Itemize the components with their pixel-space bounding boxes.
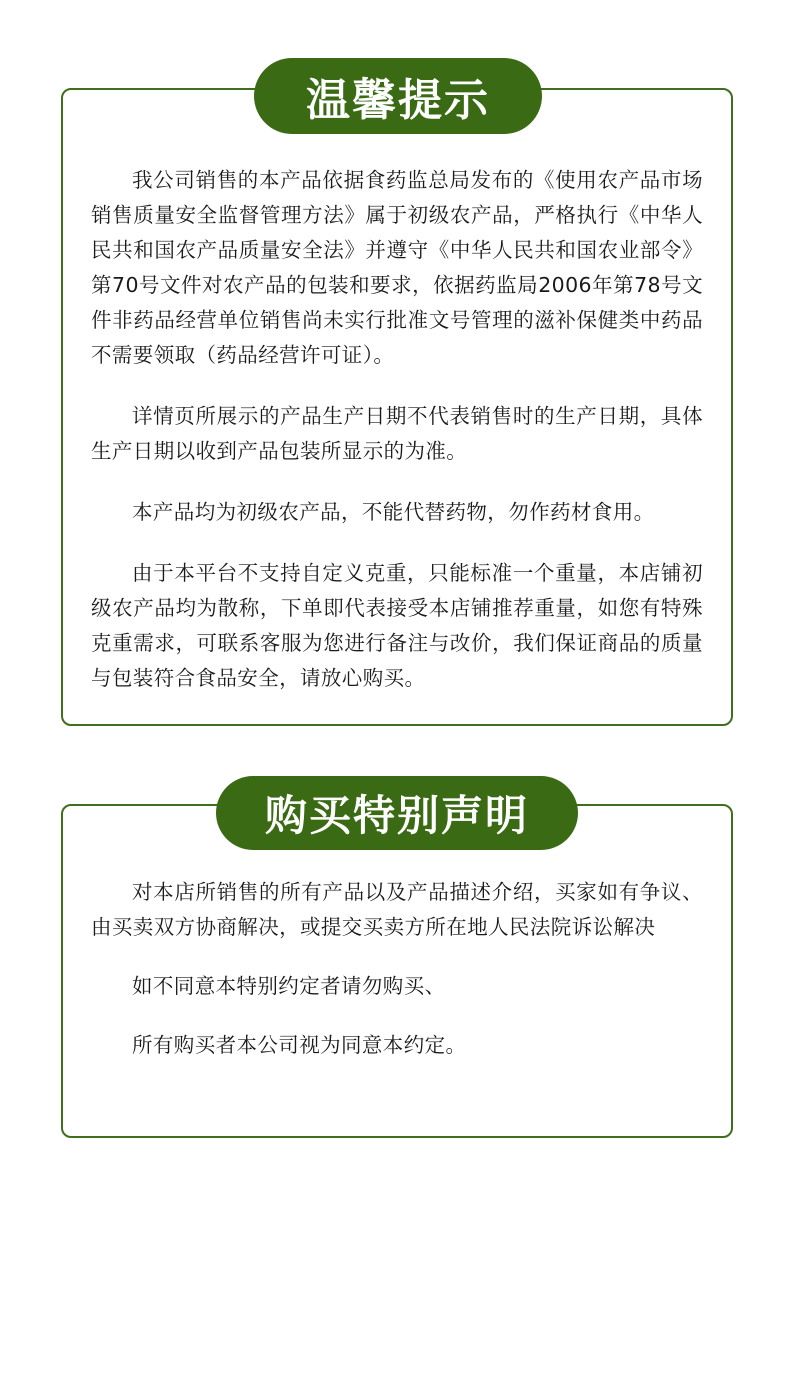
statement-section [61, 804, 733, 1138]
statement-content [91, 875, 703, 1063]
notice-paragraph-1: 我公司销售的本产品依据食药监总局发布的《使用农产品市场销售质量安全监督管理方法》属于初级农产品，严格执行《中华人民共和国农产品质量安全法》并遵守《中华人民共和国农业部令》第70号文件对农产品的包装和要求，依据药监局2006年第78号文件非药品经营单位销售尚未实行批准文号管理的滋补保健类中药品不需要领取（药品经营许可证）。 [91, 168, 703, 367]
notice-title: 温馨提示 [254, 58, 542, 134]
notice-section [61, 88, 733, 726]
statement-title: 购买特别声明 [216, 776, 578, 850]
notice-content [91, 163, 703, 696]
statement-paragraph-2: 如不同意本特别约定者请勿购买、 [132, 974, 446, 998]
statement-paragraph-1: 对本店所销售的所有产品以及产品描述介绍，买家如有争议、由买卖双方协商解决，或提交买卖方所在地人民法院诉讼解决 [91, 880, 703, 939]
statement-paragraph-3: 所有购买者本公司视为同意本约定。 [132, 1033, 467, 1057]
notice-paragraph-2: 详情页所展示的产品生产日期不代表销售时的生产日期，具体生产日期以收到产品包装所显示的为准。 [91, 404, 703, 463]
notice-paragraph-4: 由于本平台不支持自定义克重，只能标准一个重量，本店铺初级农产品均为散称，下单即代表接受本店铺推荐重量，如您有特殊克重需求，可联系客服为您进行备注与改价，我们保证商品的质量与包装符合食品安全，请放心购买。 [91, 561, 703, 690]
notice-paragraph-3: 本产品均为初级农产品，不能代替药物，勿作药材食用。 [132, 500, 655, 524]
